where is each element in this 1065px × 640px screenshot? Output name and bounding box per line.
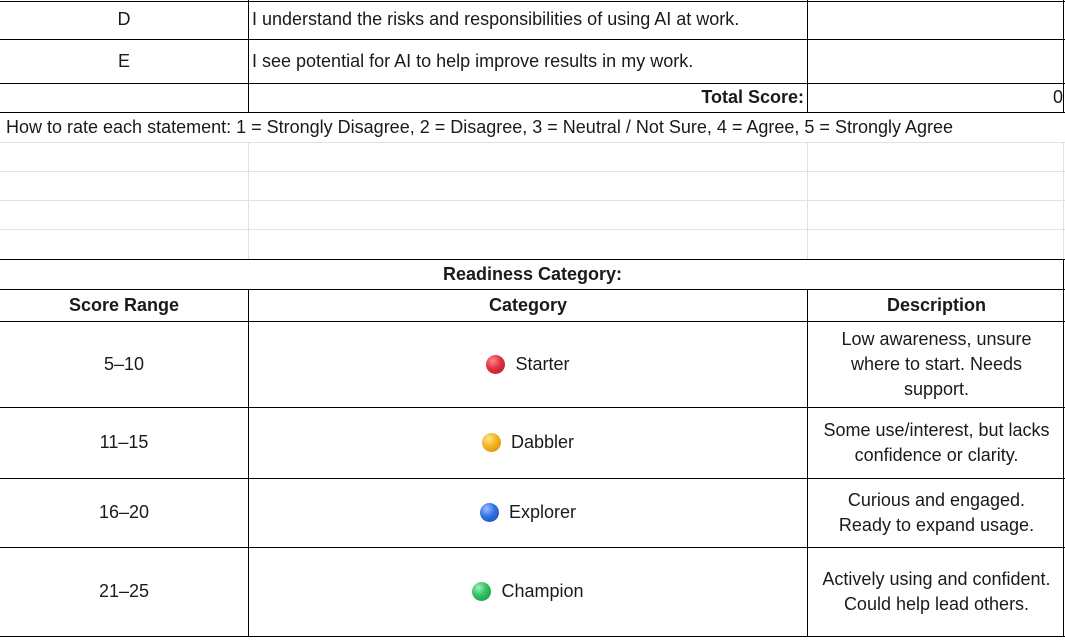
- category-label: Dabbler: [510, 432, 575, 452]
- grid-line: [0, 142, 1065, 143]
- statement-score-e[interactable]: [808, 39, 1065, 83]
- description-champion[interactable]: Actively using and confident. Could help lead others.: [822, 568, 1051, 614]
- total-score-label[interactable]: Total Score:: [701, 87, 804, 107]
- grid-line: [248, 289, 249, 636]
- grid-line: [1063, 259, 1064, 636]
- statement-text-d[interactable]: I understand the risks and responsibilities of using AI at work.: [252, 9, 740, 29]
- grid-line: [0, 547, 1065, 548]
- grid-line: [248, 0, 249, 112]
- rating-instructions[interactable]: How to rate each statement: 1 = Strongly Disagree, 2 = Disagree, 3 = Neutral / Not Sure, 4 = Agree, 5 = Strongly Agree: [6, 116, 954, 137]
- grid-line: [0, 112, 1065, 113]
- description-starter[interactable]: Low awareness, unsure where to start. Needs support.: [841, 328, 1032, 399]
- description-explorer[interactable]: Curious and engaged. Ready to expand usage.: [838, 489, 1035, 535]
- header-score-range[interactable]: Score Range: [68, 294, 180, 315]
- statement-text-e[interactable]: I see potential for AI to help improve results in my work.: [252, 50, 694, 71]
- total-score-value[interactable]: 0: [1052, 87, 1063, 107]
- category-starter[interactable]: [248, 321, 808, 407]
- statement-score-d[interactable]: [808, 0, 1065, 39]
- category-label: Champion: [501, 581, 584, 601]
- blue-circle-icon: [480, 503, 499, 522]
- grid-line: [0, 39, 1065, 40]
- grid-line: [0, 229, 1065, 230]
- grid-line: [0, 407, 1065, 408]
- grid-line: [807, 142, 808, 259]
- red-circle-icon: [486, 355, 505, 374]
- grid-line: [0, 171, 1065, 172]
- grid-line: [0, 289, 1065, 290]
- grid-line: [0, 200, 1065, 201]
- category-champion[interactable]: [248, 547, 808, 636]
- grid-line: [248, 142, 249, 259]
- description-dabbler[interactable]: Some use/interest, but lacks confidence or clarity.: [823, 419, 1050, 465]
- grid-line: [1063, 142, 1064, 259]
- score-range-explorer[interactable]: 16–20: [98, 502, 150, 522]
- header-category[interactable]: Category: [488, 294, 568, 315]
- grid-line: [807, 289, 808, 636]
- statement-letter-d[interactable]: D: [117, 9, 131, 29]
- score-range-champion[interactable]: 21–25: [98, 581, 150, 601]
- green-circle-icon: [472, 582, 491, 601]
- grid-line: [0, 636, 1065, 637]
- score-range-starter[interactable]: 5–10: [103, 353, 145, 374]
- statement-letter-e[interactable]: E: [117, 50, 130, 71]
- grid-line: [0, 259, 1065, 260]
- grid-line: [0, 1, 1065, 2]
- category-dabbler[interactable]: [248, 407, 808, 478]
- category-label: Starter: [515, 353, 570, 374]
- yellow-circle-icon: [482, 433, 501, 452]
- grid-line: [1063, 0, 1064, 112]
- grid-line: [0, 83, 1065, 84]
- grid-line: [807, 0, 808, 112]
- grid-line: [0, 321, 1065, 322]
- score-range-dabbler[interactable]: 11–15: [99, 432, 149, 452]
- header-description[interactable]: Description: [886, 294, 987, 315]
- category-label: Explorer: [508, 502, 577, 522]
- grid-line: [0, 478, 1065, 479]
- readiness-category-title[interactable]: Readiness Category:: [442, 263, 623, 284]
- category-explorer[interactable]: [248, 478, 808, 547]
